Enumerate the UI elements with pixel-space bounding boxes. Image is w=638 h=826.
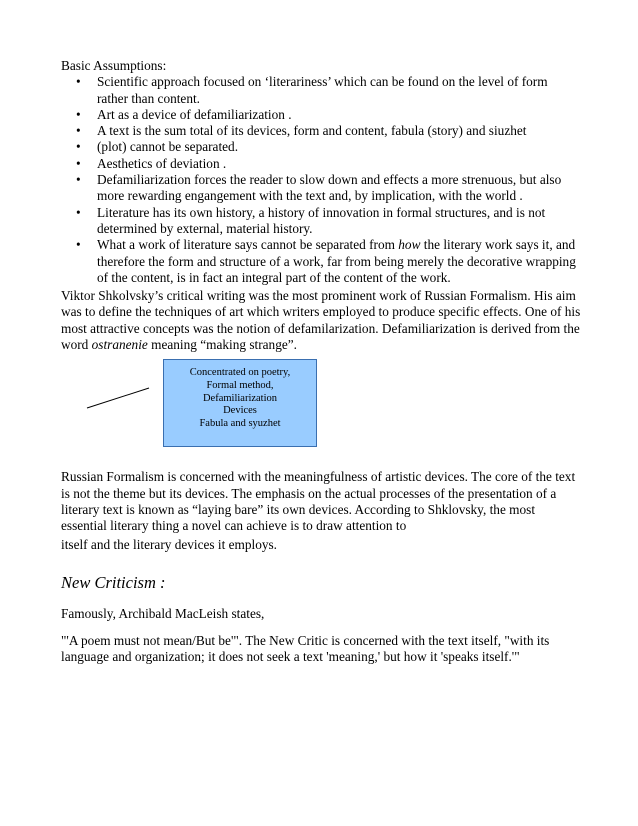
new-criticism-heading: New Criticism : — [61, 572, 166, 592]
formalism-summary-box: Concentrated on poetry, Formal method, Defamiliarization Devices Fabula and syuzhet — [163, 359, 317, 447]
bullet-icon: • — [76, 204, 81, 220]
connector-line — [61, 355, 171, 415]
assumptions-heading: Basic Assumptions: — [61, 58, 167, 73]
macleish-intro: Famously, Archibald MacLeish states, — [61, 605, 265, 621]
bullet-icon: • — [76, 123, 81, 139]
quote-paragraph: "'A poem must not mean/But be'". The New Critic is concerned with the text itself, "with its language and organization; it does not seek a text 'meaning,' but how it 'speaks itself.'" — [61, 633, 550, 665]
formalism-paragraph: Russian Formalism is concerned with the meaningfulness of artistic devices. The core of the text is not the theme but its devices. The emphasis on the actual processes of the presentation of a literary text is known as “laying bare” its own devices. According to Shklovsky, the most essential literary thing a novel can achieve is to draw attention to — [61, 469, 576, 534]
bullet-icon: • — [76, 237, 81, 253]
formalism-diagram — [61, 355, 581, 469]
list-item: • (plot) cannot be separated. — [76, 139, 239, 155]
bullet-icon: • — [76, 172, 81, 188]
bullet-icon: • — [76, 106, 81, 122]
shklovsky-paragraph: Viktor Shkolvsky’s critical writing was the most prominent work of Russian Formalism. His aim was to define the techniques of art which writers employed to produce specific effects. One of his most attractive concepts was the notion of defamilarization. Defamiliarization is derived from the word ostranenie meaning “making strange”. — [61, 288, 581, 353]
list-item: • Art as a device of defamiliarization . — [76, 106, 292, 122]
list-item: • Literature has its own history, a history of innovation in formal structures, and is not determined by external, material history. — [76, 204, 546, 236]
list-item: • What a work of literature says cannot be separated from how the literary work says it, and therefore the form and structure of a work, far from being merely the decorative wrapping of the content, is in fact an integral part of the content of the work. — [76, 237, 576, 285]
document-page — [61, 58, 581, 666]
list-item: • Aesthetics of deviation . — [76, 155, 227, 171]
list-item: • Scientific approach focused on ‘literariness’ which can be found on the level of form rather than content. — [76, 74, 548, 106]
bullet-icon: • — [76, 74, 81, 90]
list-item: • A text is the sum total of its devices, form and content, fabula (story) and siuzhet — [76, 123, 527, 139]
list-item: • Defamiliarization forces the reader to slow down and effects a more strenuous, but also more rewarding engangement with the text and, by implication, with the world . — [76, 172, 562, 204]
bullet-icon: • — [76, 139, 81, 155]
formalism-last-line: itself and the literary devices it employs. — [61, 536, 278, 552]
assumptions-list — [61, 74, 581, 286]
bullet-icon: • — [76, 155, 81, 171]
